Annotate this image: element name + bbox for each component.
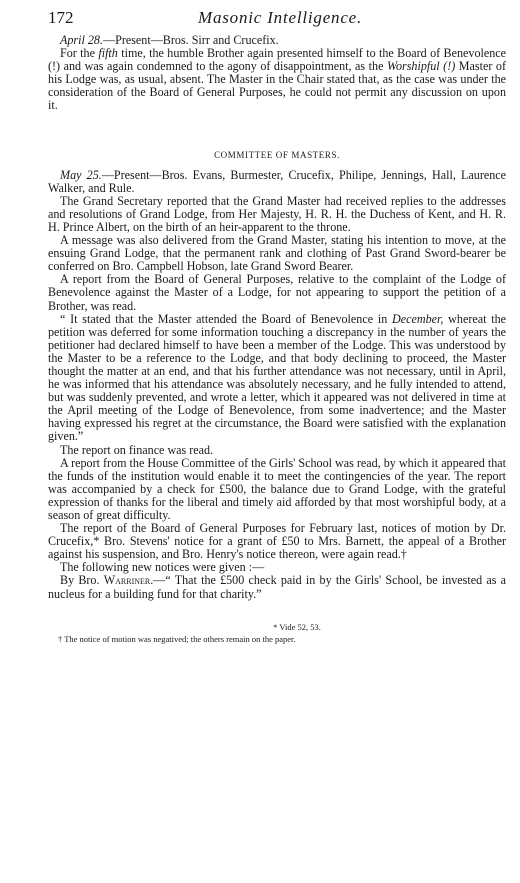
section-heading: COMMITTEE OF MASTERS. (214, 149, 340, 160)
april-worshipful: Worshipful (!) (386, 59, 456, 74)
april-text-a: For the (60, 46, 99, 61)
quote-text-b: whereat the petition was deferred for some information touching a discrepancy in the number of years the petitioner had declared himself to have been a member of the Lodge. This was understood by the Master to be a reference to the Lodge, and that body declining to proceed, the Master thought the matter at an end, and that his further attendance was not necessary, until in April, he was informed that his attendance was absolutely necessary, and he fully intended to attend, but was suddenly prevented, and wrote a letter, which it appeared was not delivered in time at the April meeting of the Lodge of Benevolence, from some inadvertence; and the Master having expressed his regret at the circumstance, the Board were satisfied with the explanation given.” (48, 311, 507, 444)
april-lead: —Present—Bros. Sirr and Crucefix. (103, 33, 279, 47)
page-number: 172 (48, 8, 74, 27)
paragraph: A report from the House Committee of the Girls' School was read, by which it appeared that the funds of the institution would enable it to meet the contingencies of the year. The report was accompanied by a check for £500, the balance due to Grand Lodge, with the grateful expression of thanks for the liberal and timely aid afforded by that most worshipful body, at a season of great difficulty. (48, 455, 506, 522)
paragraph: A message was also delivered from the Grand Master, stating his intention to move, at the ensuing Grand Lodge, that the permanent rank and clothing of Past Grand Sword-bearer be conferred on Bro. Campbell Hobson, late Grand Sword Bearer. (48, 233, 506, 274)
paragraph: The report on finance was read. (60, 442, 214, 457)
april-text-b: time, the humble Brother again presented himself to the Board of Benevolence (!) and was again condemned to the agony of disappointment, as the (48, 46, 507, 74)
notice-text: —“ That the £500 check paid in by the Girls' School, be invested as a nucleus for a building fund for that charity.” (48, 573, 506, 601)
notice-by: By Bro. (60, 573, 104, 588)
committee-date: May 25. (60, 167, 102, 182)
quote-december: December, (392, 311, 444, 326)
footnote-2: † The notice of motion was negatived; the others remain on the paper. (58, 633, 296, 644)
april-fifth: fifth (98, 46, 118, 61)
notice-paragraph (48, 574, 506, 600)
april-text-c: Master of his Lodge was, as usual, absent. The Master in the Chair stated that, as the case was under the consideration of the Board of General Purposes, he could not permit any discussion on upon it. (48, 59, 506, 113)
quoted-report (48, 313, 506, 444)
paragraph: The Grand Secretary reported that the Grand Master had received replies to the addresses and resolutions of Grand Lodge, from Her Majesty, H. R. H. the Duchess of Kent, and H. R. H. Prince Albert, on the birth of an heir-apparent to the throne. (48, 193, 506, 234)
page-header (48, 6, 506, 34)
notice-name: Warriner. (103, 573, 154, 588)
committee-opening (48, 169, 506, 195)
quote-text-a: “ It stated that the Master attended the Board of Benevolence in (60, 311, 393, 326)
committee-lead: —Present—Bros. Evans, Burmester, Crucefix, Philipe, Jennings, Hall, Laurence Walker, and Rule. (48, 167, 506, 195)
paragraph: The following new notices were given :— (60, 560, 265, 575)
april-date: April 28. (60, 33, 104, 47)
paragraph: The report of the Board of General Purposes for February last, notices of motion by Dr. Crucefix,* Bro. Stevens' notice for a grant of £50 to Mrs. Barnett, the appeal of a Brother against his suspension, and Bro. Henry's notice thereon, were again read.† (48, 521, 506, 562)
running-title: Masonic Intelligence. (198, 8, 363, 27)
footnote-1: * Vide 52, 53. (273, 621, 321, 632)
paragraph: A report from the Board of General Purposes, relative to the complaint of the Lodge of Benevolence against the Master of a Lodge, for not appearing to support the petition of a Brother, was read. (48, 272, 506, 313)
april-paragraph-body (48, 47, 506, 112)
